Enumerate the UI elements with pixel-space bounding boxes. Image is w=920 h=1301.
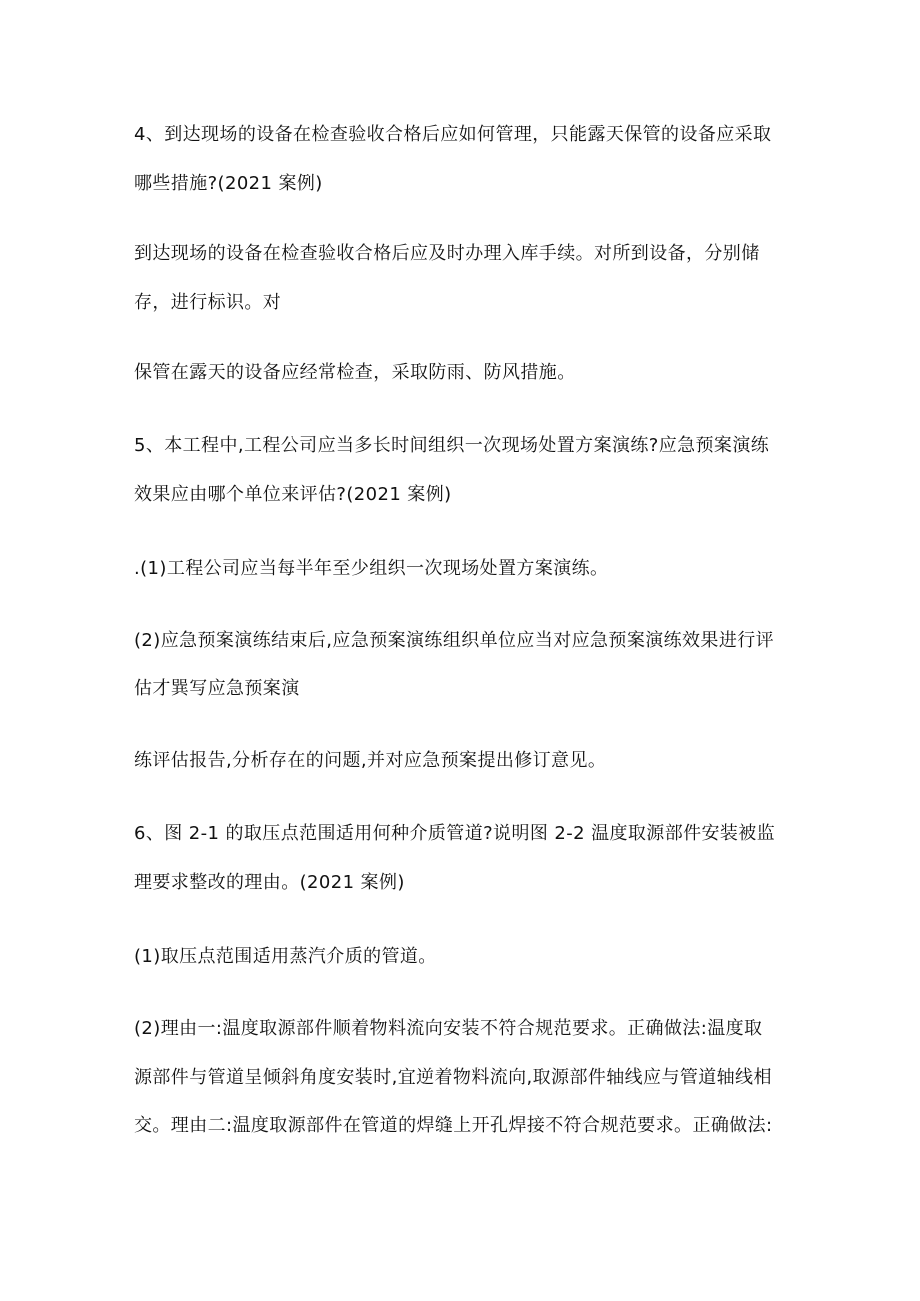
text-line: 4、到达现场的设备在检查验收合格后应如何管理，只能露天保管的设备应采取 xyxy=(134,124,772,145)
text-line: 效果应由哪个单位来评估?(2021 案例) xyxy=(134,484,452,505)
text-line: 到达现场的设备在检查验收合格后应及时办理入库手续。对所到设备，分别储 xyxy=(134,243,760,264)
text-line: (2)应急预案演练结束后,应急预案演练组织单位应当对应急预案演练效果进行评 xyxy=(134,630,775,651)
text-line: 理要求整改的理由。(2021 案例) xyxy=(134,872,405,893)
text-line: 交。理由二:温度取源部件在管道的焊缝上开孔焊接不符合规范要求。正确做法: xyxy=(134,1115,773,1136)
text-line: 估才巽写应急预案演 xyxy=(134,678,300,699)
text-line: .(1)工程公司应当每半年至少组织一次现场处置方案演练。 xyxy=(134,558,609,579)
text-line: 6、图 2-1 的取压点范围适用何种介质管道?说明图 2-2 温度取源部件安装被监 xyxy=(134,823,776,844)
text-line: 练评估报告,分析存在的问题,并对应急预案提出修订意见。 xyxy=(134,750,607,771)
text-line: 源部件与管道呈倾斜角度安装时,宜逆着物料流向,取源部件轴线应与管道轴线相 xyxy=(134,1067,772,1088)
text-line: 保管在露天的设备应经常检查，采取防雨、防风措施。 xyxy=(134,362,576,383)
text-line: (1)取压点范围适用蒸汽介质的管道。 xyxy=(134,946,437,967)
text-line: 5、本工程中,工程公司应当多长时间组织一次现场处置方案演练?应急预案演练 xyxy=(134,435,770,456)
text-line: (2)理由一:温度取源部件顺着物料流向安装不符合规范要求。正确做法:温度取 xyxy=(134,1018,763,1039)
text-line: 哪些措施?(2021 案例) xyxy=(134,173,323,194)
text-line: 存，进行标识。对 xyxy=(134,292,282,313)
